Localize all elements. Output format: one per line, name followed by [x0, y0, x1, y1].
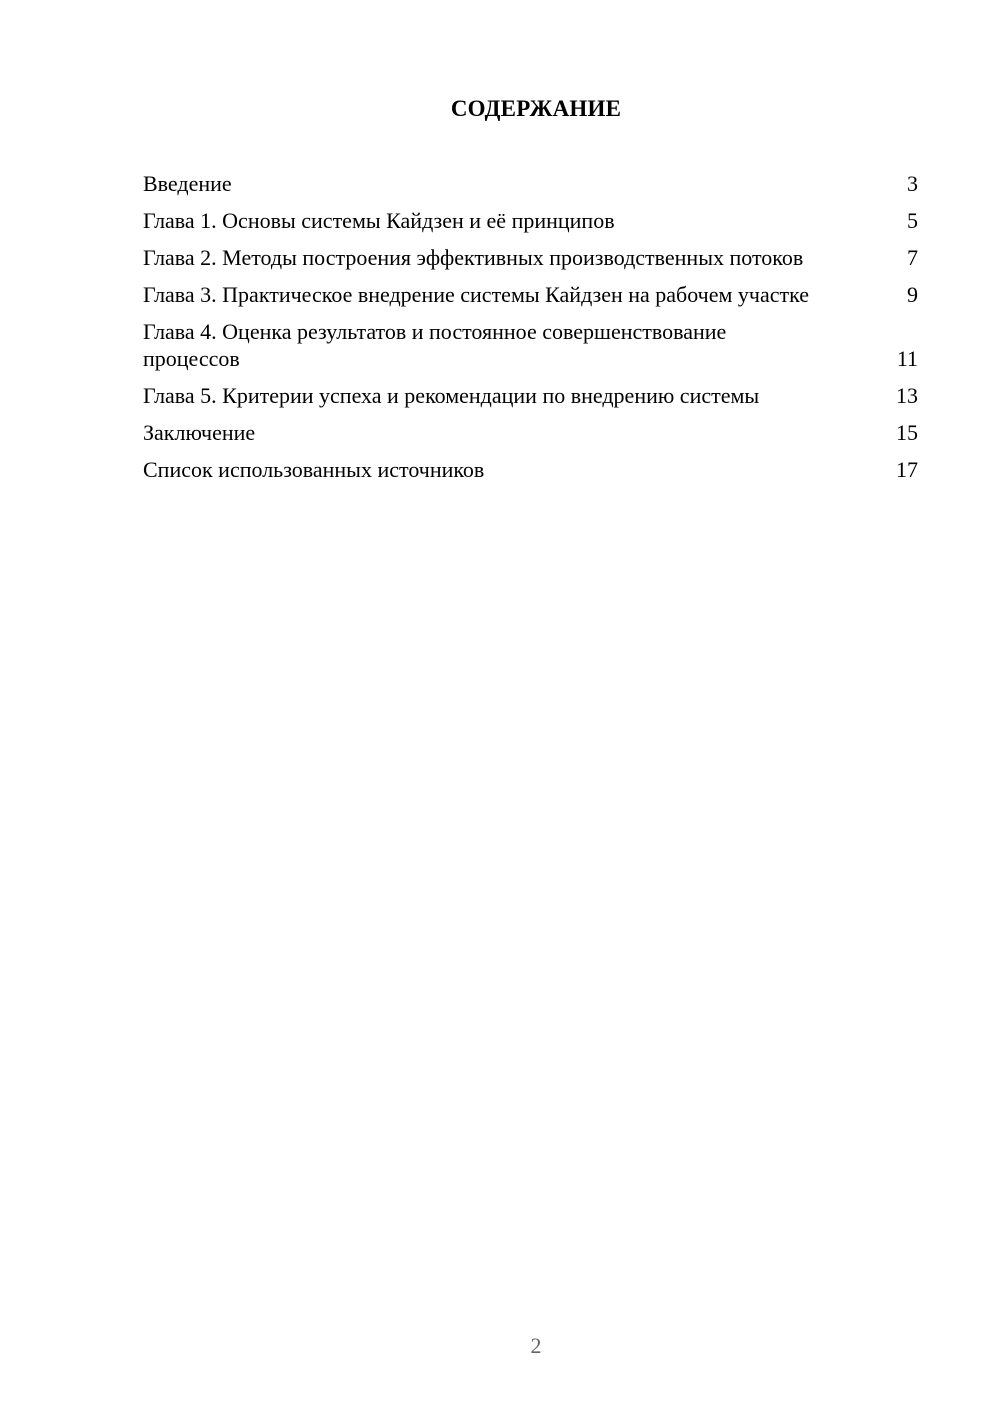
toc-entry-page: 13 [896, 383, 918, 408]
toc-entry-chapter-5 [143, 382, 918, 409]
toc-entry-conclusion [143, 419, 918, 446]
toc-entry-text: Глава 5. Критерии успеха и рекомендации по внедрению системы [143, 383, 760, 408]
toc-entry-page: 3 [907, 171, 918, 196]
page-number: 2 [530, 1333, 542, 1358]
toc-entry-page: 7 [907, 245, 918, 270]
toc-entry-page: 17 [896, 457, 918, 482]
toc-entry-chapter-4 [143, 318, 918, 372]
toc-entry-page: 5 [907, 208, 918, 233]
toc-entry-text: Глава 2. Методы построения эффективных производственных потоков [143, 245, 804, 270]
toc-entry-page: 9 [907, 282, 918, 307]
toc-entry-references [143, 456, 918, 483]
toc-entry-page: 11 [896, 346, 918, 371]
toc-entry-chapter-1 [143, 207, 918, 234]
toc-entry-text: Глава 1. Основы системы Кайдзен и её принципов [143, 208, 615, 233]
toc-entry-text: Глава 3. Практическое внедрение системы Кайдзен на рабочем участке [143, 282, 810, 307]
toc-entry-introduction [143, 170, 918, 197]
toc-entry-chapter-2 [143, 244, 918, 271]
toc-entry-page: 15 [896, 420, 918, 445]
toc-entry-text: Введение [143, 171, 232, 196]
toc-entry-text: Глава 4. Оценка результатов и постоянное совершенствование процессов [143, 319, 727, 371]
toc-entry-text: Заключение [143, 420, 256, 445]
table-of-contents [143, 170, 918, 493]
page-title: СОДЕРЖАНИЕ [450, 96, 622, 121]
toc-entry-chapter-3 [143, 281, 918, 308]
toc-entry-text: Список использованных источников [143, 457, 485, 482]
